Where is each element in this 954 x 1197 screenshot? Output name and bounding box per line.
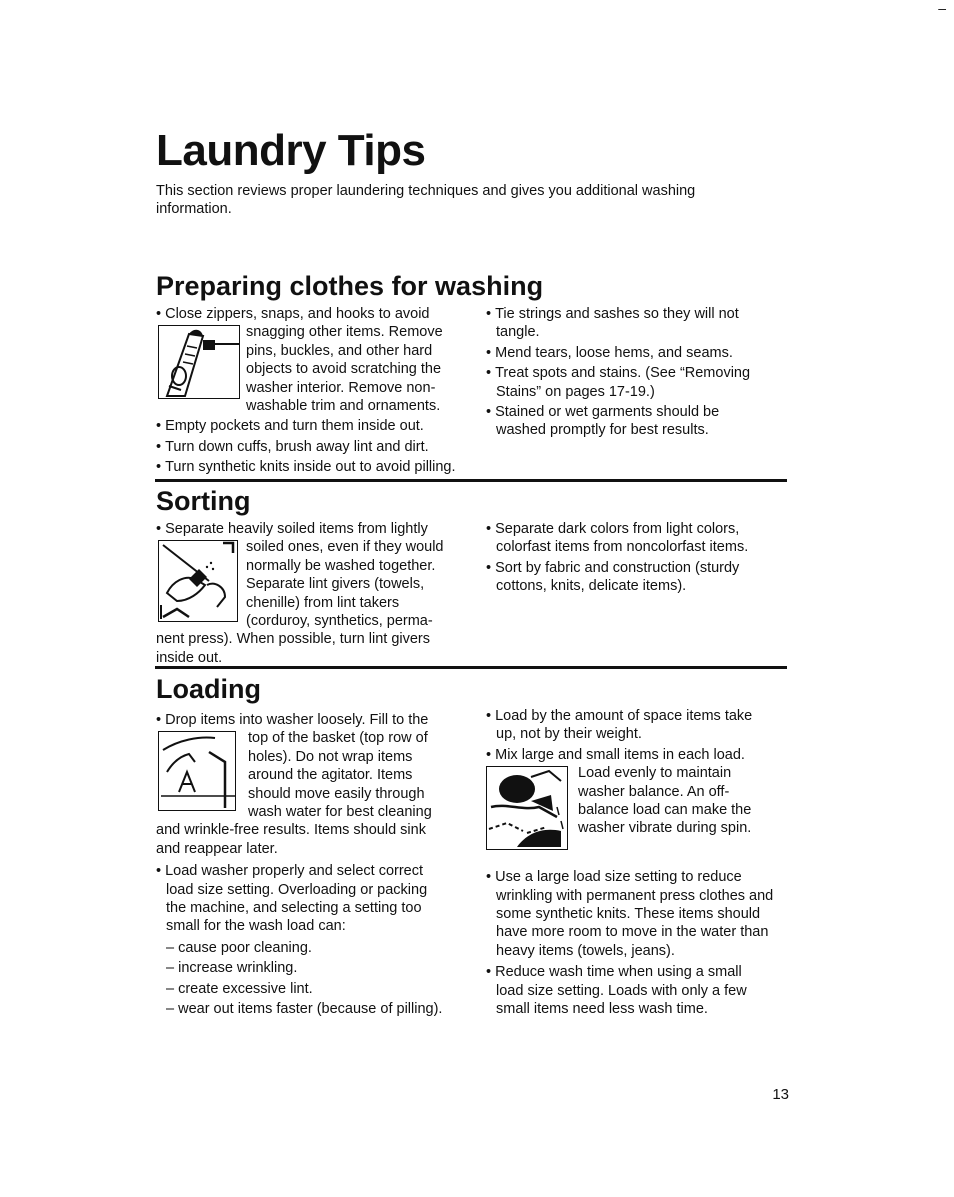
zipper-icon <box>159 326 239 398</box>
wrap-line: soiled ones, even if they would <box>246 539 444 556</box>
clothes-pile-icon <box>159 541 237 621</box>
bullet-mend-tears: • Mend tears, loose hems, and seams. <box>486 344 786 362</box>
wrap-line: objects to avoid scratching the <box>246 361 442 378</box>
wrap-line: washer interior. Remove non- <box>246 379 436 396</box>
heading-sorting: Sorting <box>156 486 251 516</box>
divider-rule <box>155 479 787 482</box>
wrap-line: Load evenly to maintain <box>578 765 732 782</box>
bullet-turn-down-cuffs: • Turn down cuffs, brush away lint and dirt. <box>156 438 486 456</box>
loading-left-column <box>156 711 486 1018</box>
dash-item: – increase wrinkling. <box>166 960 298 977</box>
zipper-illustration <box>158 325 240 399</box>
wrap-line: snagging other items. Remove <box>246 324 443 341</box>
wrap-line: should move easily through <box>248 785 425 802</box>
wrap-line: wash water for best cleaning <box>248 804 432 821</box>
loading-right-column <box>486 707 791 1018</box>
preparing-right-column <box>486 305 786 440</box>
bullet-empty-pockets: • Empty pockets and turn them inside out. <box>156 417 486 435</box>
dash-item: – cause poor cleaning. <box>166 939 312 956</box>
wrap-line: Separate lint givers (towels, <box>246 576 425 593</box>
sorting-right-column <box>486 520 786 596</box>
bullet-mix-items: • Mix large and small items in each load. <box>486 746 791 764</box>
wrap-tail-line: and reappear later. <box>156 840 278 857</box>
bullet-tie-strings: • Tie strings and sashes so they will not tangle. <box>486 305 786 342</box>
page-title: Laundry Tips <box>156 126 426 175</box>
dash-item: – create excessive lint. <box>166 980 313 997</box>
bullet-stained-garments: • Stained or wet garments should be washed promptly for best results. <box>486 403 786 440</box>
heading-loading: Loading <box>156 674 261 704</box>
page-number: 13 <box>772 1086 789 1103</box>
bullet-load-properly: • Load washer properly and select correct load size setting. Overloading or packing the machine, and selecting a setting too small for the wash load can: <box>156 862 486 936</box>
washer-basket-icon <box>159 732 235 810</box>
intro-text: This section reviews proper laundering techniques and gives you additional washing information. <box>156 183 696 217</box>
wrap-tail-line: and wrinkle-free results. Items should sink <box>156 822 426 839</box>
bullet-load-by-space: • Load by the amount of space items take up, not by their weight. <box>486 707 791 744</box>
divider-rule <box>155 666 787 669</box>
wrap-line: washer balance. An off- <box>578 783 730 800</box>
wrap-tail-line: nent press). When possible, turn lint givers <box>156 631 431 648</box>
mixed-load-illustration <box>486 766 568 850</box>
bullet-separate-soiled: • Separate heavily soiled items from lightly <box>156 520 486 538</box>
wrap-tail-line: inside out. <box>156 649 223 666</box>
dash-list <box>156 939 486 1019</box>
wrap-line: top of the basket (top row of <box>248 730 428 747</box>
dash-item: – wear out items faster (because of pilling). <box>166 1001 443 1018</box>
sorting-illustration <box>158 540 238 622</box>
basket-illustration <box>158 731 236 811</box>
bullet-separate-colors: • Separate dark colors from light colors, colorfast items from noncolorfast items. <box>486 520 786 557</box>
sorting-left-column <box>156 520 486 667</box>
bullet-drop-items: • Drop items into washer loosely. Fill to the <box>156 711 486 729</box>
bullet-reduce-wash-time: • Reduce wash time when using a small load size setting. Loads with only a few small items need less wash time. <box>486 963 791 1018</box>
wrap-line: holes). Do not wrap items <box>248 748 413 765</box>
mixed-load-icon <box>487 767 567 849</box>
bullet-synthetic-knits: • Turn synthetic knits inside out to avoid pilling. <box>156 458 486 476</box>
wrap-line: washable trim and ornaments. <box>246 398 441 415</box>
wrap-line: pins, buckles, and other hard <box>246 342 433 359</box>
wrap-line: balance load can make the <box>578 802 752 819</box>
bullet-sort-fabric: • Sort by fabric and construction (sturdy cottons, knits, delicate items). <box>486 559 786 596</box>
wrap-line: around the agitator. Items <box>248 767 413 784</box>
wrap-line: chenille) from lint takers <box>246 594 400 611</box>
wrap-line: washer vibrate during spin. <box>578 820 752 837</box>
wrap-line: (corduroy, synthetics, perma- <box>246 613 433 630</box>
corner-mark: – <box>938 0 946 16</box>
bullet-large-load-size: • Use a large load size setting to reduce wrinkling with permanent press clothes and some synthetic knits. These items should have more room to move in the water than heavy items (towels, jeans). <box>486 868 791 960</box>
heading-preparing: Preparing clothes for washing <box>156 271 544 301</box>
wrap-line: normally be washed together. <box>246 557 436 574</box>
preparing-left-column <box>156 305 486 477</box>
bullet-treat-spots: • Treat spots and stains. (See “Removing Stains” on pages 17-19.) <box>486 364 786 401</box>
bullet-close-zippers: • Close zippers, snaps, and hooks to avoid <box>156 305 486 323</box>
